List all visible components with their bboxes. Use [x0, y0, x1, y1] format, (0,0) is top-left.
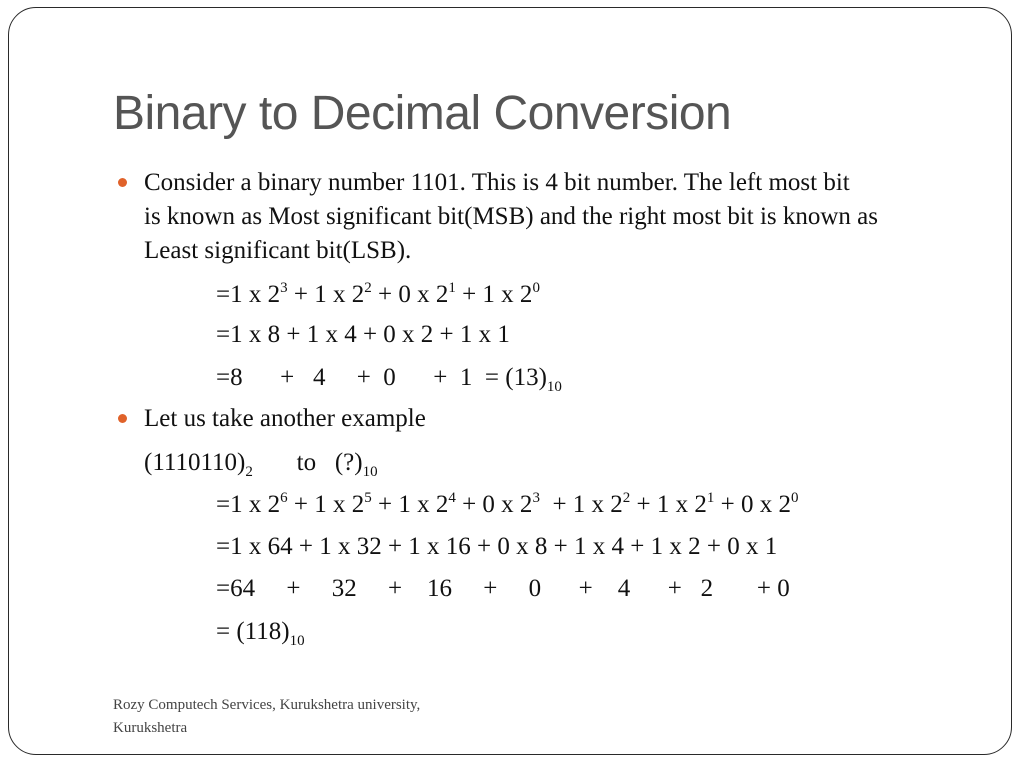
expression-text: + 1 x 2 — [287, 281, 365, 308]
example1-row1 — [216, 280, 540, 310]
bullet2-text: Let us take another example — [144, 405, 426, 432]
example2-row3: =64 + 32 + 16 + 0 + 4 + 2 + 0 — [216, 575, 790, 602]
base-subscript: 10 — [362, 464, 378, 480]
expression-text: =1 x 2 — [216, 491, 281, 518]
expression-text: + 0 x 2 — [371, 281, 449, 308]
example2-row1 — [216, 490, 799, 520]
expression-text: + 0 x 2 — [714, 491, 792, 518]
base-subscript: 10 — [546, 379, 562, 395]
slide-title: Binary to Decimal Conversion — [113, 87, 732, 140]
footer-credit — [113, 694, 420, 740]
example1-row2: =1 x 8 + 1 x 4 + 0 x 2 + 1 x 1 — [216, 321, 510, 348]
exponent: 4 — [448, 490, 456, 506]
bullet-dot-icon — [118, 178, 127, 187]
base-subscript: 2 — [245, 464, 253, 480]
example1-row3 — [216, 363, 562, 393]
exponent: 3 — [532, 490, 540, 506]
expression-text: + 1 x 2 — [455, 281, 533, 308]
exponent: 2 — [622, 490, 631, 506]
bullet1-line3: Least significant bit(LSB). — [144, 237, 412, 264]
expression-text: + 1 x 2 — [371, 491, 449, 518]
footer-line1: Rozy Computech Services, Kurukshetra university, — [113, 697, 421, 713]
expression-text: to (?) — [252, 449, 363, 476]
expression-text: (1110110) — [144, 449, 246, 476]
expression-text: + 1 x 2 — [630, 491, 707, 518]
exponent: 3 — [280, 280, 288, 296]
exponent: 2 — [364, 280, 372, 296]
bullet1-line2: is known as Most significant bit(MSB) and the right most bit is known as — [144, 203, 879, 230]
example2-row4 — [216, 617, 305, 647]
exponent: 0 — [532, 280, 540, 296]
exponent: 1 — [706, 490, 715, 506]
exponent: 5 — [364, 490, 372, 506]
example2-row2: =1 x 64 + 1 x 32 + 1 x 16 + 0 x 8 + 1 x 4 + 1 x 2 + 0 x 1 — [216, 533, 778, 560]
base-subscript: 10 — [289, 633, 305, 649]
expression-text: =1 x 2 — [216, 281, 281, 308]
expression-text: + 1 x 2 — [287, 491, 365, 518]
example2-heading — [144, 448, 378, 478]
expression-text: + 1 x 2 — [539, 491, 623, 518]
expression-text: =8 + 4 + 0 + 1 = (13) — [216, 364, 547, 391]
expression-text: + 0 x 2 — [455, 491, 533, 518]
exponent: 1 — [448, 280, 456, 296]
bullet-dot-icon — [118, 414, 127, 423]
bullet1-line1: Consider a binary number 1101. This is 4 bit number. The left most bit — [144, 169, 850, 196]
expression-text: = (118) — [216, 618, 290, 645]
footer-line2: Kurukshetra — [113, 720, 188, 736]
exponent: 6 — [280, 490, 288, 506]
exponent: 0 — [791, 490, 799, 506]
